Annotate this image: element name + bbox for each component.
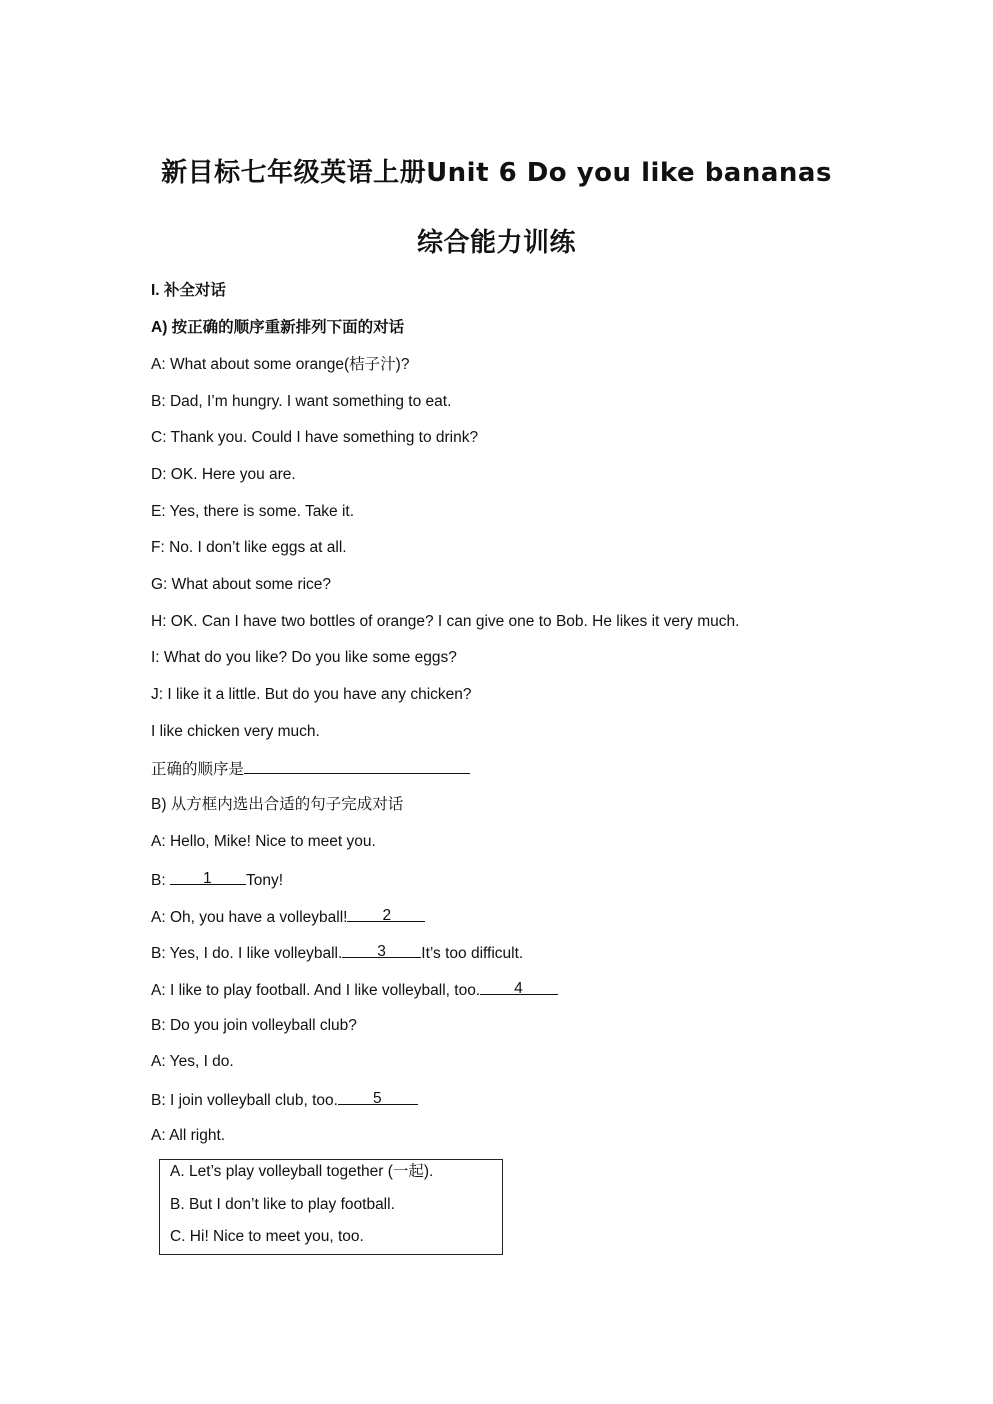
fill-line-6 bbox=[151, 1016, 357, 1036]
part-a-heading: A) 按正确的顺序重新排列下面的对话 bbox=[151, 319, 405, 336]
dialogue-line-i: I: What do you like? Do you like some eggs? bbox=[151, 649, 457, 666]
fill-line-text: B: bbox=[151, 872, 170, 889]
section-heading: I. 补全对话 bbox=[151, 282, 226, 299]
dialogue-line-c: C: Thank you. Could I have something to drink? bbox=[151, 429, 479, 446]
fill-line-4 bbox=[151, 942, 523, 964]
fill-line-text: A: Hello, Mike! Nice to meet you. bbox=[151, 833, 376, 850]
option-c: C. Hi! Nice to meet you, too. bbox=[170, 1228, 364, 1245]
fill-line-7 bbox=[151, 1052, 234, 1072]
dialogue-line-j-continued: I like chicken very much. bbox=[151, 723, 320, 740]
dialogue-line-g: G: What about some rice? bbox=[151, 576, 332, 593]
order-answer-label: 正确的顺序是 bbox=[151, 761, 245, 778]
answer-blank-5[interactable] bbox=[338, 1089, 418, 1105]
blank-number: 3 bbox=[377, 943, 386, 960]
fill-line-9 bbox=[151, 1126, 225, 1146]
answer-blank-3[interactable] bbox=[342, 942, 421, 958]
part-b-heading: B) 从方框内选出合适的句子完成对话 bbox=[151, 796, 404, 813]
answer-blank-1[interactable] bbox=[170, 869, 246, 885]
answer-blank-4[interactable] bbox=[480, 979, 558, 995]
blank-number: 2 bbox=[382, 907, 392, 924]
fill-line-text: B: Do you join volleyball club? bbox=[151, 1017, 357, 1034]
fill-line-text: B: I join volleyball club, too. bbox=[151, 1092, 338, 1109]
answer-blank-2[interactable] bbox=[347, 906, 425, 922]
dialogue-line-e: E: Yes, there is some. Take it. bbox=[151, 503, 355, 520]
fill-line-2 bbox=[151, 869, 283, 891]
blank-number: 1 bbox=[202, 870, 212, 887]
dialogue-line-a: A: What about some orange(桔子汁)? bbox=[151, 356, 410, 373]
dialogue-line-h: H: OK. Can I have two bottles of orange? I can give one to Bob. He likes it very much. bbox=[151, 613, 740, 630]
fill-line-8 bbox=[151, 1089, 418, 1111]
fill-line-text: It’s too difficult. bbox=[421, 945, 524, 962]
fill-line-5 bbox=[151, 979, 558, 1001]
option-b: B. But I don’t like to play football. bbox=[170, 1196, 395, 1213]
dialogue-line-j: J: I like it a little. But do you have any chicken? bbox=[151, 686, 472, 703]
document-title-line2: 综合能力训练 bbox=[416, 228, 576, 258]
options-box bbox=[159, 1159, 503, 1255]
fill-line-text: A: Yes, I do. bbox=[151, 1053, 234, 1070]
fill-line-text: A: I like to play football. And I like volleyball, too. bbox=[151, 982, 481, 999]
blank-number: 4 bbox=[514, 980, 523, 997]
fill-line-text: Tony! bbox=[245, 872, 284, 889]
fill-line-text: A: All right. bbox=[151, 1127, 226, 1144]
order-answer-line bbox=[151, 758, 470, 780]
dialogue-line-b: B: Dad, I’m hungry. I want something to eat. bbox=[151, 393, 452, 410]
document-title-line1: 新目标七年级英语上册Unit 6 Do you like bananas bbox=[161, 158, 832, 188]
fill-line-text: B: Yes, I do. I like volleyball. bbox=[151, 945, 343, 962]
fill-line-3 bbox=[151, 906, 425, 928]
blank-number: 5 bbox=[372, 1090, 382, 1107]
fill-line-text: A: Oh, you have a volleyball! bbox=[151, 909, 348, 926]
dialogue-line-f: F: No. I don’t like eggs at all. bbox=[151, 539, 347, 556]
fill-line-1 bbox=[151, 832, 376, 852]
option-a: A. Let’s play volleyball together (一起). bbox=[170, 1163, 434, 1180]
order-answer-blank[interactable] bbox=[244, 758, 470, 774]
dialogue-line-d: D: OK. Here you are. bbox=[151, 466, 296, 483]
